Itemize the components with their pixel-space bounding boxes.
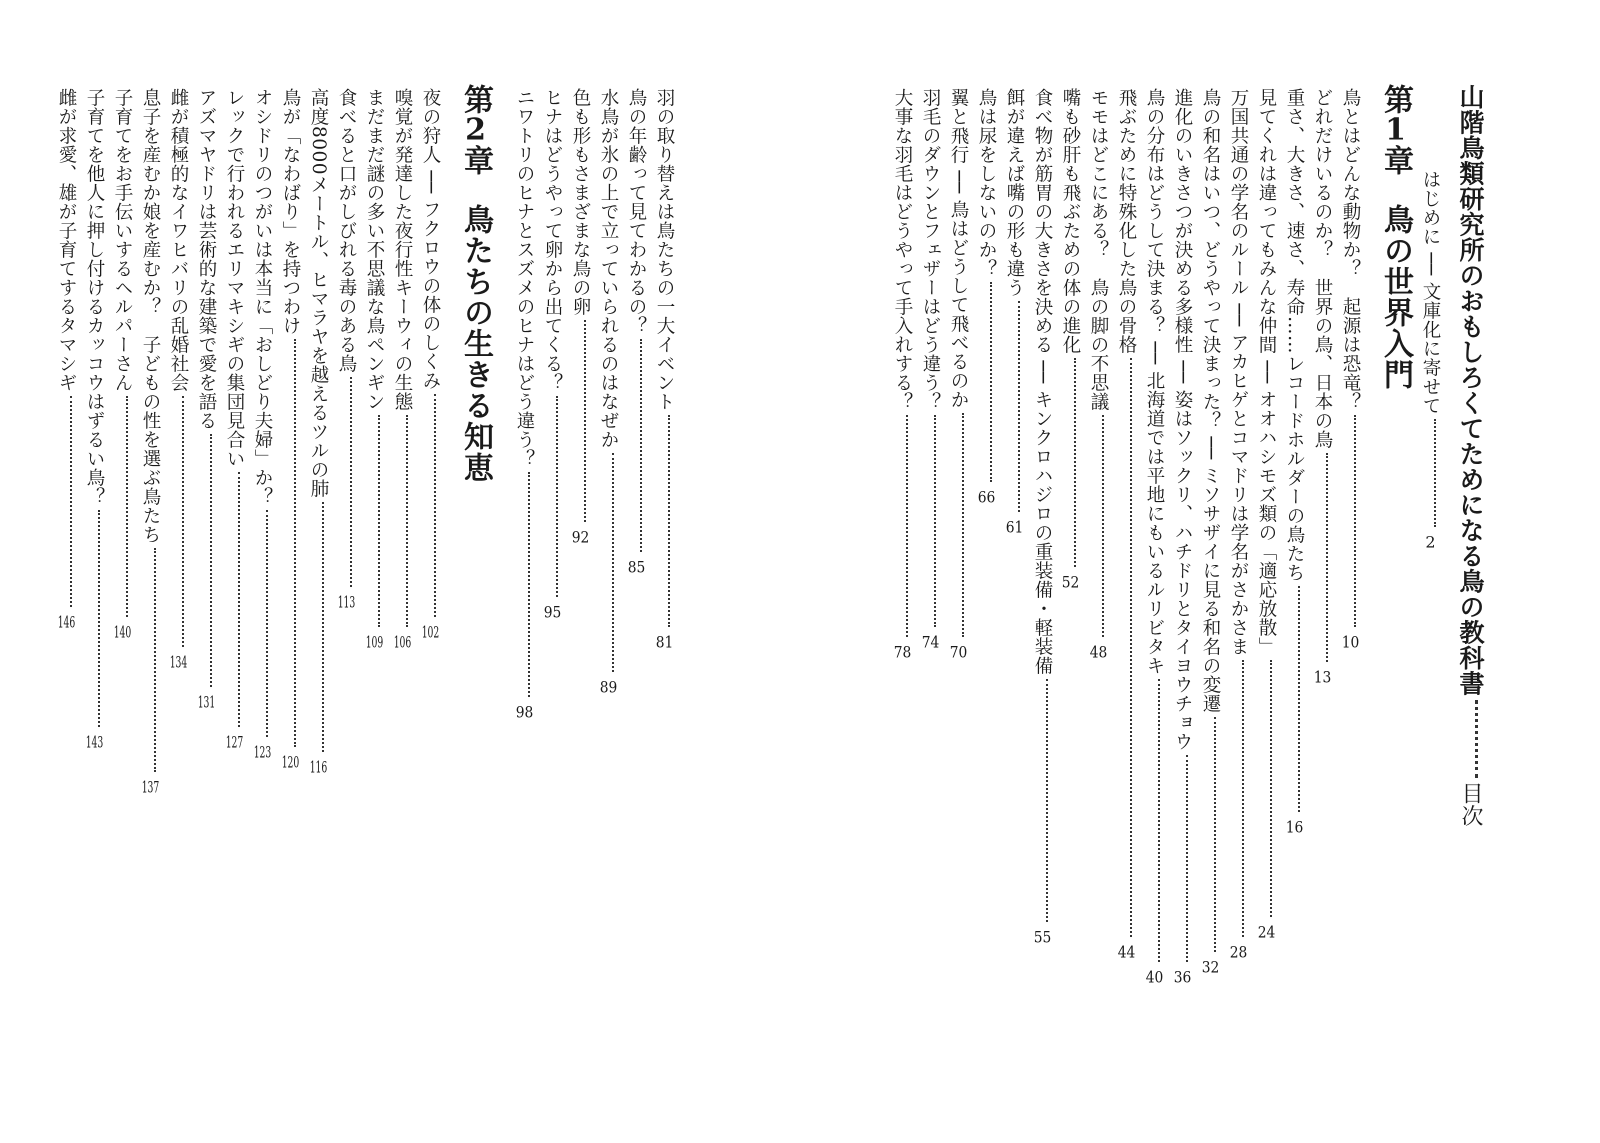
right-page: [800, 0, 1600, 1143]
toc-entry[interactable]: [418, 88, 442, 640]
leader-dots: [1130, 358, 1132, 937]
page-number: 89: [599, 679, 618, 695]
leader-dots: [1270, 660, 1272, 917]
toc-entry-title: どれだけいるのか？ 世界の鳥、日本の鳥: [1312, 88, 1333, 449]
toc-entry-title: 雌が積極的なイワヒバリの乱婚社会: [168, 88, 189, 392]
page-number: 123: [253, 744, 272, 760]
toc-entry-title: 水鳥が氷の上で立っていられるのはなぜか: [598, 88, 619, 449]
toc-entry[interactable]: [1338, 88, 1362, 650]
toc-entry-title: 羽毛のダウンとフェザーはどう違う？: [920, 88, 941, 411]
toc-entry[interactable]: [652, 88, 676, 650]
chapter-prefix: 第: [458, 84, 493, 115]
toc-entry[interactable]: [946, 88, 970, 660]
leader-dots: [1102, 415, 1104, 637]
leader-dots: [584, 320, 586, 522]
toc-entry[interactable]: [278, 88, 302, 770]
chapter-number: 1: [1385, 115, 1406, 145]
toc-entry-title: 鳥の年齢って見てわかるの？: [626, 88, 647, 335]
page-number: 78: [893, 644, 912, 660]
toc-entry-title: アズマヤドリは芸術的な建築で愛を語る: [196, 88, 217, 430]
page-number: 85: [627, 559, 646, 575]
page-number: 13: [1313, 669, 1332, 685]
leader-dots: [1242, 660, 1244, 937]
toc-entry-title: 子育てを他人に押し付けるカッコウはずるい鳥？: [84, 88, 105, 506]
page-number: 2: [1425, 534, 1436, 551]
leader-dots: [1046, 679, 1048, 922]
chapter-prefix: 第: [1378, 84, 1413, 115]
toc-entry[interactable]: [1198, 88, 1222, 975]
page-number: 40: [1145, 969, 1164, 985]
toc-entry-title: 鳥は尿をしないのか？: [976, 88, 997, 278]
toc-entry[interactable]: [568, 88, 592, 545]
leader-dots: [406, 415, 408, 627]
page-number: 102: [421, 624, 440, 640]
leader-dots: [612, 453, 614, 672]
leader-dots: [70, 396, 72, 607]
toc-entry[interactable]: [82, 88, 106, 750]
toc-entry-title: 鳥の分布はどうして決まる？ ── 北海道では平地にもいるルリビタキ: [1144, 88, 1165, 676]
leader-dots: [98, 510, 100, 727]
page-number: 140: [113, 624, 132, 640]
toc-entry-title: 色も形もさまざまな鳥の卵: [570, 88, 591, 316]
toc-entry[interactable]: [250, 88, 274, 760]
page-number: 137: [141, 779, 160, 795]
toc-entry[interactable]: [890, 88, 914, 660]
leader-dots: [1298, 586, 1300, 812]
page-number: 32: [1201, 959, 1220, 975]
page-number: 52: [1061, 574, 1080, 590]
leader-dots: [1475, 700, 1478, 778]
page-number: 74: [921, 634, 940, 650]
leader-dots: [322, 502, 324, 752]
toc-entry-title: 進化のいきさつが決める多様性 ── 姿はソックリ、ハチドリとタイヨウチョウ: [1172, 88, 1193, 752]
toc-entry-preface[interactable]: [1418, 170, 1442, 550]
toc-entry-title: オシドリのつがいは本当に「おしどり夫婦」か？: [252, 88, 273, 506]
toc-entry-title: 飛ぶために特殊化した鳥の骨格: [1116, 88, 1137, 354]
page-number: 134: [169, 654, 188, 670]
toc-entry-title: 高度8000メートル、ヒマラヤを越えるツルの肺: [308, 88, 329, 499]
toc-entry[interactable]: [166, 88, 190, 670]
book-title: [1455, 84, 1485, 827]
toc-entry-title: 翼と飛行 ── 鳥はどうして飛べるのか: [948, 88, 969, 410]
leader-dots: [934, 415, 936, 627]
toc-entry-title: レックで行われるエリマキシギの集団見合い: [224, 88, 245, 468]
toc-entry[interactable]: [334, 88, 358, 610]
toc-entry-title: ヒナはどうやって卵から出てくる？: [542, 88, 563, 392]
contents-label: 目次: [1458, 782, 1483, 827]
page-number: 24: [1257, 924, 1276, 940]
leader-dots: [182, 396, 184, 647]
leader-dots: [434, 394, 436, 617]
leader-dots: [154, 548, 156, 772]
toc-entry-title: ニワトリのヒナとスズメのヒナはどう違う？: [514, 88, 535, 468]
leader-dots: [962, 413, 964, 637]
page-number: 10: [1341, 634, 1360, 650]
toc-entry[interactable]: [306, 88, 330, 775]
leader-dots: [1354, 415, 1356, 627]
toc-entry-title: 嘴も砂肝も飛ぶための体の進化: [1060, 88, 1081, 354]
toc-entry-title: モモはどこにある？ 鳥の脚の不思議: [1088, 88, 1109, 411]
toc-entry[interactable]: [624, 88, 648, 575]
toc-entry-title: 重さ、大きさ、速さ、寿命……レコードホルダーの鳥たち: [1284, 88, 1305, 582]
toc-entry[interactable]: [390, 88, 414, 650]
leader-dots: [1074, 358, 1076, 567]
toc-entry[interactable]: [54, 88, 78, 630]
leader-dots: [1214, 717, 1216, 952]
toc-entry-title: 食べ物が筋胃の大きさを決める ── キンクロハジロの重装備・軽装備: [1032, 88, 1053, 676]
page-number: 131: [197, 694, 216, 710]
chapter-suffix: 章: [1378, 145, 1413, 176]
page-number: 106: [393, 634, 412, 650]
toc-entry[interactable]: [1282, 88, 1306, 835]
leader-dots: [1158, 679, 1160, 962]
toc-entry[interactable]: [1002, 88, 1026, 535]
toc-entry[interactable]: [362, 88, 386, 650]
toc-entry[interactable]: [1030, 88, 1054, 945]
toc-entry[interactable]: [1086, 88, 1110, 660]
toc-entry[interactable]: [540, 88, 564, 620]
chapter-number: 2: [465, 115, 486, 145]
leader-dots: [640, 339, 642, 552]
leader-dots: [266, 510, 268, 737]
leader-dots: [1326, 453, 1328, 662]
page-number: 143: [85, 734, 104, 750]
toc-entry[interactable]: [918, 88, 942, 650]
chapter-suffix: 章: [458, 145, 493, 176]
chapter-title: 鳥たちの生きる知恵: [458, 204, 493, 483]
toc-entry-title: 大事な羽毛はどうやって手入れする？: [892, 88, 913, 411]
leader-dots: [528, 472, 530, 697]
leader-dots: [1186, 755, 1188, 962]
leader-dots: [1018, 301, 1020, 512]
toc-entry[interactable]: [1058, 88, 1082, 590]
leader-dots: [238, 472, 240, 727]
toc-entry-title: 鳥とはどんな動物か？ 起源は恐竜？: [1340, 88, 1361, 411]
toc-entry[interactable]: [1254, 88, 1278, 940]
toc-entry[interactable]: [110, 88, 134, 640]
page-number: 81: [655, 634, 674, 650]
toc-entry[interactable]: [194, 88, 218, 710]
page-number: 70: [949, 644, 968, 660]
leader-dots: [378, 415, 380, 627]
page-number: 109: [365, 634, 384, 650]
toc-entry[interactable]: [512, 88, 536, 720]
chapter-1-heading: [1378, 84, 1412, 390]
page-number: 61: [1005, 519, 1024, 535]
toc-entry-title: 食べると口がしびれる毒のある鳥: [336, 88, 357, 373]
toc-entry-title: 鳥が「なわばり」を持つわけ: [280, 88, 301, 335]
toc-entry[interactable]: [1114, 88, 1138, 960]
toc-entry-title: 羽の取り替えは鳥たちの一大イベント: [654, 88, 675, 411]
toc-entry[interactable]: [596, 88, 620, 695]
toc-entry-title: 子育てをお手伝いするヘルパーさん: [112, 88, 133, 392]
page-number: 44: [1117, 944, 1136, 960]
toc-entry[interactable]: [1310, 88, 1334, 685]
page-number: 120: [281, 754, 300, 770]
toc-entry[interactable]: [1170, 88, 1194, 985]
page-number: 16: [1285, 819, 1304, 835]
toc-entry-title: 見てくれは違ってもみんな仲間 ── オオハシモズ類の「適応放散」: [1256, 88, 1277, 657]
toc-entry[interactable]: [222, 88, 246, 750]
toc-entry-title: 息子を産むか娘を産むか？ 子どもの性を選ぶ鳥たち: [140, 88, 161, 544]
page-number: 48: [1089, 644, 1108, 660]
toc-entry[interactable]: [138, 88, 162, 795]
leader-dots: [210, 434, 212, 687]
toc-entry-title: 餌が違えば嘴の形も違う: [1004, 88, 1025, 297]
page-number: 146: [57, 614, 76, 630]
chapter-2-heading: [458, 84, 492, 483]
page-number: 66: [977, 489, 996, 505]
leader-dots: [350, 377, 352, 587]
page-number: 36: [1173, 969, 1192, 985]
toc-entry-title: はじめに ── 文庫化に寄せて: [1420, 170, 1441, 416]
page-number: 28: [1229, 944, 1248, 960]
page-number: 55: [1033, 929, 1052, 945]
toc-entry-title: 嗅覚が発達した夜行性キーウィの生態: [392, 88, 413, 411]
page-number: 92: [571, 529, 590, 545]
toc-entry-title: 夜の狩人 ── フクロウの体のしくみ: [420, 88, 441, 391]
toc-entry-title: 雌が求愛、雄が子育てするタマシギ: [56, 88, 77, 392]
toc-entry[interactable]: [974, 88, 998, 505]
book-title-text: 山階鳥類研究所のおもしろくてためになる鳥の教科書: [1456, 84, 1485, 696]
toc-entry[interactable]: [1142, 88, 1166, 985]
leader-dots: [990, 282, 992, 482]
leader-dots: [556, 396, 558, 597]
page-number: 116: [309, 759, 328, 775]
page-number: 98: [515, 704, 534, 720]
leader-dots: [668, 415, 670, 627]
leader-dots: [126, 396, 128, 617]
toc-entry[interactable]: [1226, 88, 1250, 960]
page-number: 113: [337, 594, 356, 610]
leader-dots: [906, 415, 908, 637]
leader-dots: [1434, 419, 1436, 527]
toc-entry-title: まだまだ謎の多い不思議な鳥ペンギン: [364, 88, 385, 411]
chapter-title: 鳥の世界入門: [1378, 204, 1413, 390]
page-number: 95: [543, 604, 562, 620]
toc-entry-title: 万国共通の学名のルール ── アカヒゲとコマドリは学名がさかさま: [1228, 88, 1249, 657]
toc-entry-title: 鳥の和名はいつ、どうやって決まった？ ── ミソサザイに見る和名の変遷: [1200, 88, 1221, 714]
page-number: 127: [225, 734, 244, 750]
leader-dots: [294, 339, 296, 747]
